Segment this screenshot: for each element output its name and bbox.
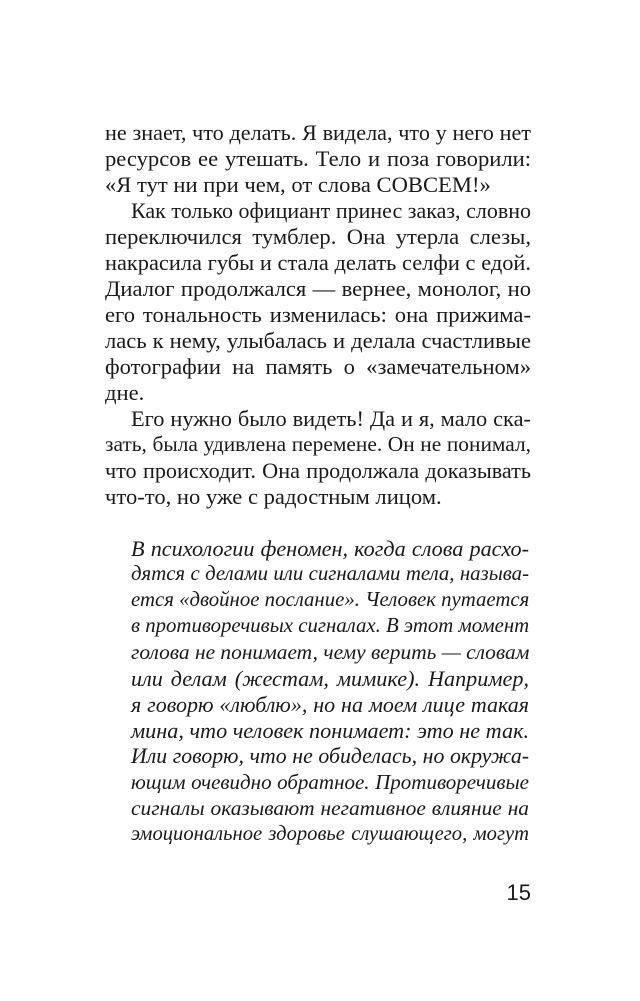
italic-line: сигналы оказывают негативное влияние на: [131, 796, 529, 820]
italic-line: Или говорю, что не обиделась, но окружа-: [131, 744, 529, 768]
body-line: Как только официант принес заказ, словно: [131, 198, 531, 223]
body-line: дне.: [105, 380, 145, 405]
body-line: фотографии на память о «замечательном»: [105, 354, 531, 379]
italic-line: в противоречивых сигналах. В этот момент: [131, 614, 530, 637]
italic-line: ющим очевидно обратное. Противоречивые: [131, 770, 529, 794]
body-line: что происходит. Она продолжала доказывать: [105, 458, 531, 483]
italic-line: я говорю «люблю», но на моем лице такая: [131, 692, 529, 717]
body-line: Диалог продолжался — вернее, монолог, но: [105, 276, 531, 301]
body-line: его тональность изменилась: она прижима-: [105, 302, 531, 327]
body-line: накрасила губы и стала делать селфи с едой.: [105, 250, 531, 275]
body-line: «Я тут ни при чем, от слова СОВСЕМ!»: [105, 172, 491, 197]
italic-line: дятся с делами или сигналами тела, называ-: [131, 562, 529, 585]
italic-line: В психологии феномен, когда слова расхо-: [131, 536, 529, 561]
body-line: лась к нему, улыбалась и делала счастливые: [105, 328, 531, 353]
body-line: что-то, но уже с радостным лицом.: [105, 484, 442, 509]
italic-line: или делам (жестам, мимике). Например,: [131, 666, 529, 691]
body-line: ресурсов ее утешать. Тело и поза говорили:: [105, 146, 531, 171]
italic-line: голова не понимает, чему верить — словам: [131, 640, 530, 664]
italic-line: мина, что человек понимает: это не так.: [131, 718, 529, 743]
body-line: Его нужно было видеть! Да и я, мало ска-: [131, 406, 531, 431]
italic-line: ется «двойное послание». Человек путается: [131, 588, 530, 611]
page-number: 15: [506, 880, 531, 905]
body-line: переключился тумблер. Она утерла слезы,: [105, 224, 531, 249]
body-line: не знает, что делать. Я видела, что у него нет: [105, 120, 531, 145]
body-line: зать, была удивлена перемене. Он не понимал,: [105, 432, 531, 456]
italic-line: эмоциональное здоровье слушающего, могут: [131, 823, 529, 845]
